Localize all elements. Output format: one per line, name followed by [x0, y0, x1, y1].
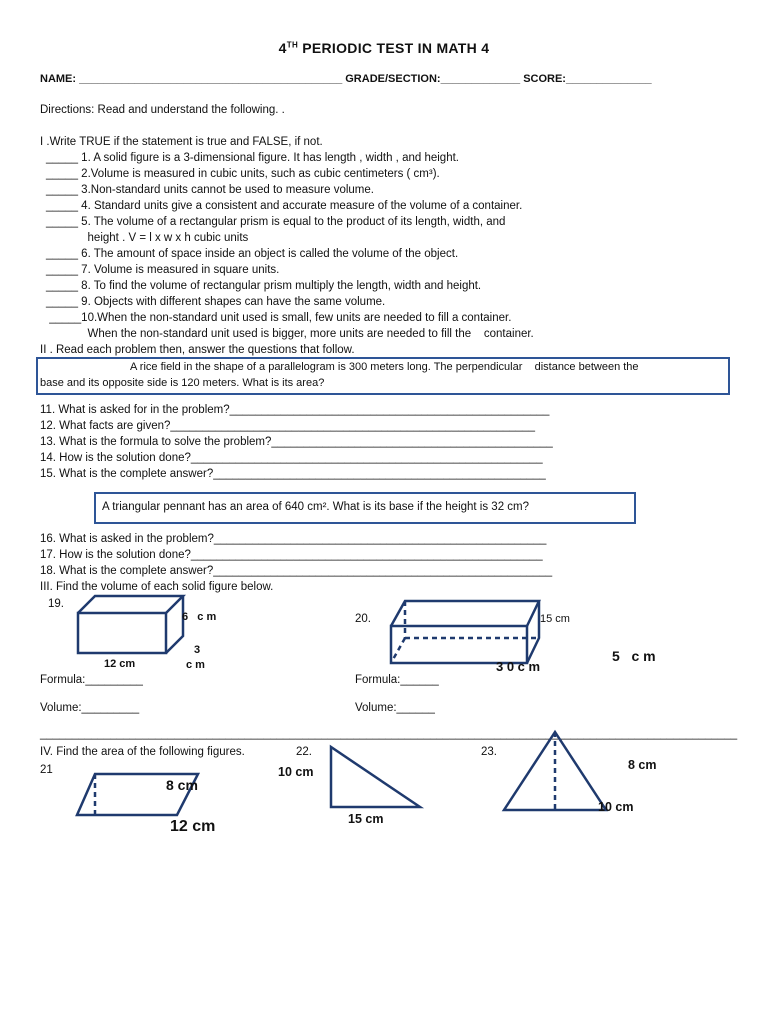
part1-item-6: _____ 6. The amount of space inside an object is called the volume of the object.	[46, 248, 459, 260]
part3-heading: III. Find the volume of each solid figure below.	[40, 581, 274, 593]
problem2-box	[94, 492, 636, 524]
problem1-line2: base and its opposite side is 120 meters. What is its area?	[40, 377, 325, 389]
figure-19-number: 19.	[48, 598, 64, 610]
part1-item-7: _____ 7. Volume is measured in square units.	[46, 264, 280, 276]
title-text: PERIODIC TEST IN MATH 4	[298, 40, 490, 56]
page-title	[0, 40, 768, 56]
question-14: 14. How is the solution done?_______________________________________________________	[40, 452, 543, 464]
part1-heading: I .Write TRUE if the statement is true and FALSE, if not.	[40, 136, 323, 148]
volume-19: Volume:_________	[40, 702, 140, 714]
score-label: SCORE:	[523, 73, 566, 85]
title-number: 4	[278, 40, 287, 56]
question-13: 13. What is the formula to solve the problem?____________________________________________	[40, 436, 553, 448]
figure-20-number: 20.	[355, 613, 371, 625]
part2-heading: II . Read each problem then, answer the questions that follow.	[40, 344, 355, 356]
rectangular-prism-20	[388, 598, 543, 668]
figure-23-number: 23.	[481, 746, 497, 758]
part1-item-3: _____ 3.Non-standard units cannot be used to measure volume.	[46, 184, 374, 196]
fig20-width-label: 5 c m	[612, 648, 656, 664]
fig21-base-label: 12 cm	[170, 818, 216, 835]
right-triangle-22	[328, 745, 423, 810]
part1-item-9: _____ 9. Objects with different shapes can have the same volume.	[46, 296, 386, 308]
fig19-height-label: 6 c m	[182, 611, 217, 623]
fig20-length-label: 3 0 c m	[496, 659, 541, 674]
part4-heading: IV. Find the area of the following figures.	[40, 746, 245, 758]
grade-label: GRADE/SECTION:	[345, 73, 441, 85]
fig22-height-label: 10 cm	[278, 765, 314, 779]
volume-20: Volume:______	[355, 702, 435, 714]
part1-item-4: _____ 4. Standard units give a consistent and accurate measure of the volume of a container.	[46, 200, 523, 212]
problem2-text: A triangular pennant has an area of 640 cm². What is its base if the height is 32 cm?	[102, 501, 530, 513]
score-field[interactable]: ______________	[565, 73, 652, 85]
directions: Directions: Read and understand the following. .	[40, 104, 285, 116]
fig19-length-label: 12 cm	[104, 658, 136, 670]
part1-item-8: _____ 8. To find the volume of rectangular prism multiply the length, width and height.	[46, 280, 482, 292]
question-17: 17. How is the solution done?_______________________________________________________	[40, 549, 543, 561]
part1-item-10-cont: When the non-standard unit used is bigger, more units are needed to fill the container.	[46, 328, 534, 340]
question-15: 15. What is the complete answer?____________________________________________________	[40, 468, 546, 480]
section-divider: _____________________________________________________________________________________________________________	[40, 728, 738, 740]
figure-21-number: 21	[40, 764, 53, 776]
part1-item-10: _____10.When the non-standard unit used is small, few units are needed to fill a container.	[46, 312, 512, 324]
part1-item-2: _____ 2.Volume is measured in cubic units, such as cubic centimeters ( cm³).	[46, 168, 440, 180]
question-11: 11. What is asked for in the problem?__________________________________________________	[40, 404, 550, 416]
question-18: 18. What is the complete answer?_____________________________________________________	[40, 565, 553, 577]
name-label: NAME:	[40, 73, 77, 85]
rectangular-prism-19	[75, 593, 190, 658]
triangle-23	[502, 730, 608, 812]
fig21-height-label: 8 cm	[166, 777, 198, 793]
grade-field[interactable]: _____________	[440, 73, 521, 85]
part1-item-1: _____ 1. A solid figure is a 3-dimensional figure. It has length , width , and height.	[46, 152, 459, 164]
part1-item-5: _____ 5. The volume of a rectangular prism is equal to the product of its length, width, and	[46, 216, 506, 228]
question-12: 12. What facts are given?_________________________________________________________	[40, 420, 535, 432]
fig19-width-unit: c m	[186, 659, 205, 671]
part1-item-5-cont: height . V = l x w x h cubic units	[46, 232, 249, 244]
fig23-height-label: 8 cm	[628, 758, 657, 772]
question-16: 16. What is asked in the problem?____________________________________________________	[40, 533, 547, 545]
fig23-base-label: 10 cm	[598, 800, 634, 814]
title-suffix: TH	[286, 40, 299, 50]
fig20-height-label: 15 cm	[540, 613, 570, 625]
figure-22-number: 22.	[296, 746, 312, 758]
fig22-base-label: 15 cm	[348, 812, 384, 826]
formula-20: Formula:______	[355, 674, 439, 686]
problem1-box	[36, 357, 730, 395]
student-info-header	[40, 73, 652, 85]
name-field[interactable]: ___________________________________________	[79, 73, 343, 85]
formula-19: Formula:_________	[40, 674, 143, 686]
problem1-line1: A rice field in the shape of a parallelogram is 300 meters long. The perpendicular distance between the	[130, 361, 639, 373]
fig19-width-label: 3	[194, 644, 201, 656]
